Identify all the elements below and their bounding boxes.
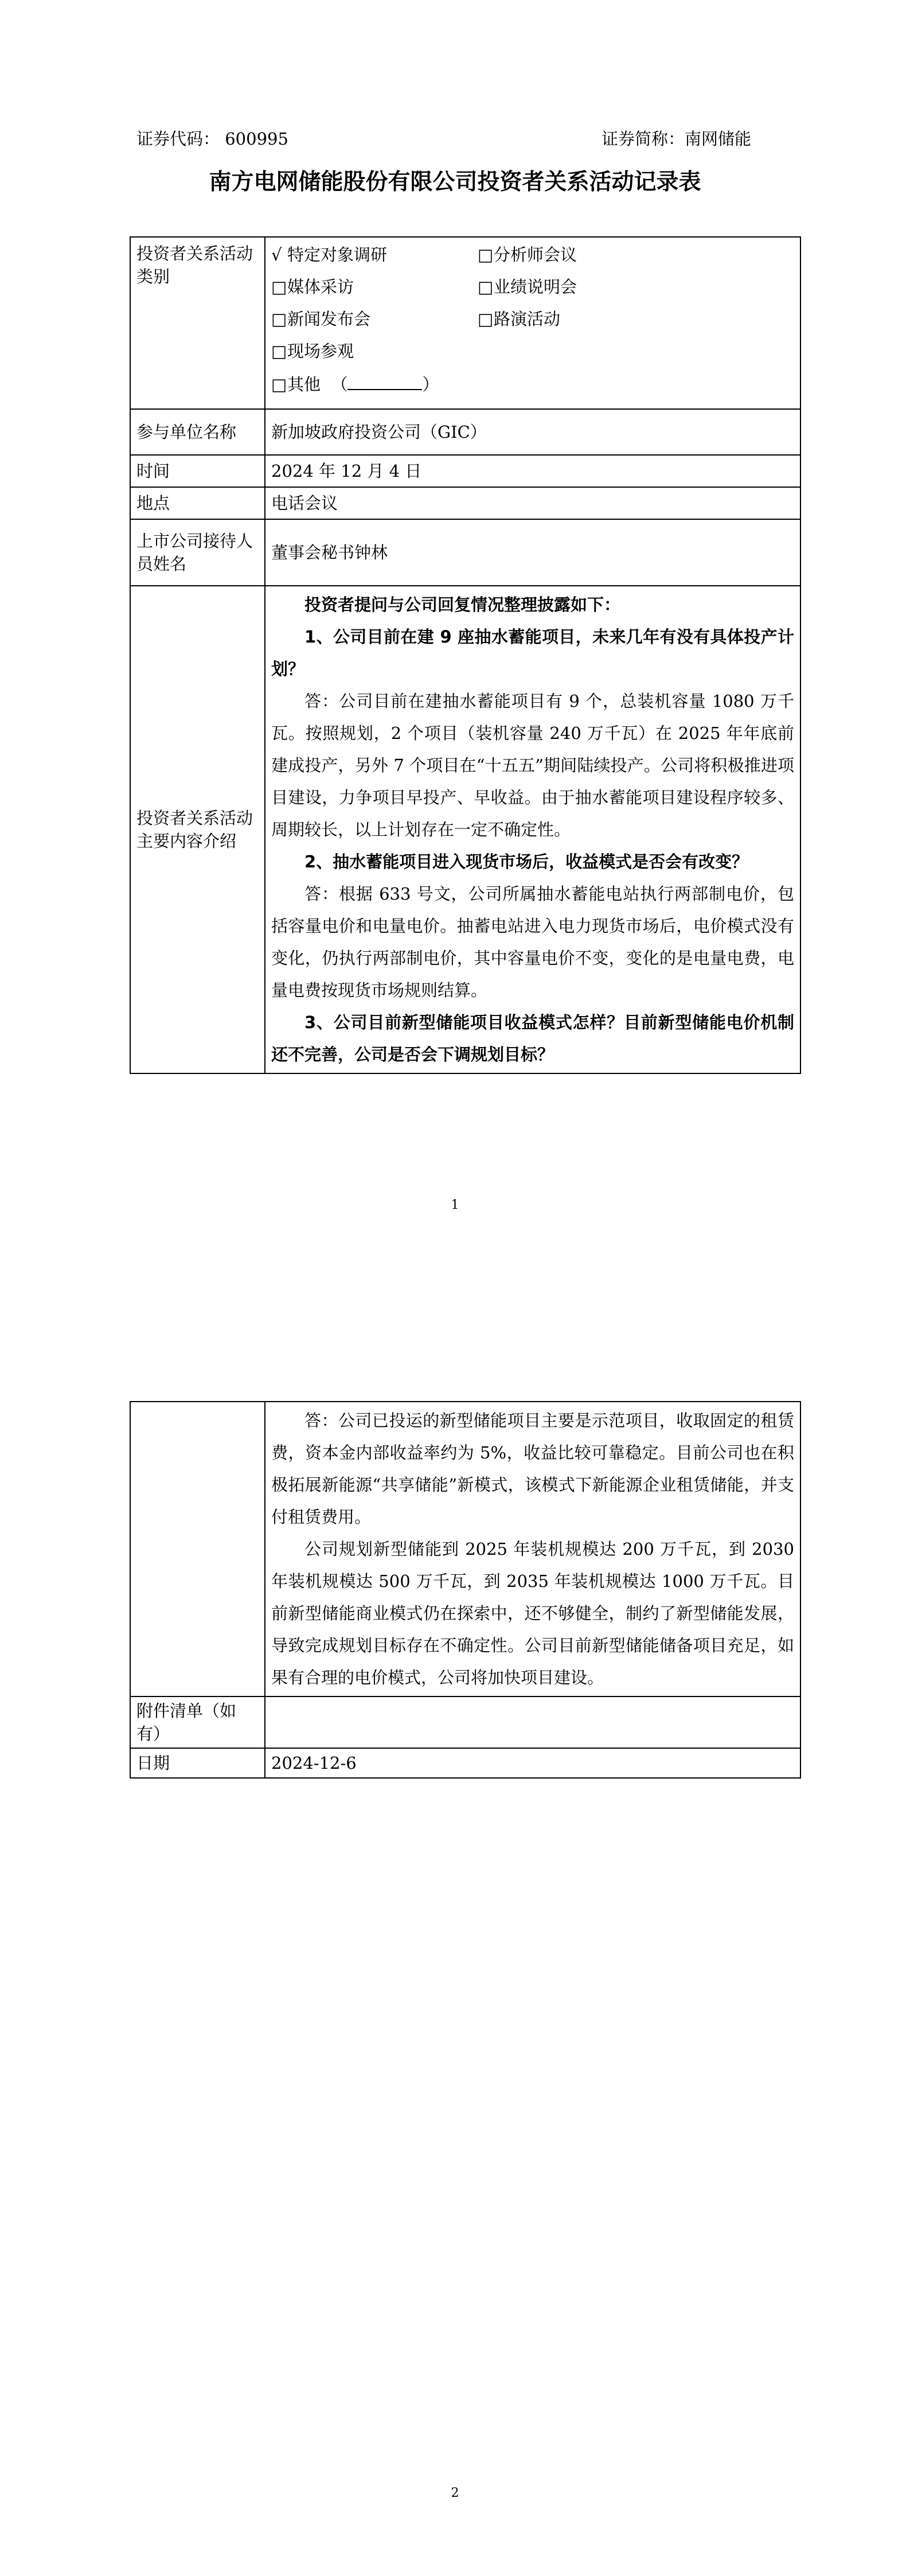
attachments-label: 附件清单（如有）: [130, 1696, 265, 1748]
participants-value: 新加坡政府投资公司（GIC）: [265, 409, 800, 455]
question-1: 1、公司目前在建 9 座抽水蓄能项目，未来几年有没有具体投产计划？: [271, 627, 794, 679]
receptionist-row: [130, 519, 800, 586]
main-content-body: [265, 586, 800, 1073]
record-table-part-1: [130, 236, 801, 1074]
attachments-row: [130, 1696, 800, 1748]
time-value: 2024 年 12 月 4 日: [265, 455, 800, 487]
time-label: 时间: [130, 455, 265, 487]
answer-3-part-1: 答：公司已投运的新型储能项目主要是示范项目，收取固定的租赁费，资本金内部收益率约为 5%，收益比较可靠稳定。目前公司也在积极拓展新能源“共享储能”新模式，该模式下新能源企业租赁储能，并支付租赁费用。: [271, 1411, 794, 1527]
stock-short-name: 证券简称：南网储能: [601, 129, 751, 149]
main-content-row: [130, 586, 800, 1073]
option-earnings-call[interactable]: □业绩说明会: [478, 275, 764, 298]
date-label: 日期: [130, 1748, 265, 1778]
checkbox-icon: □: [271, 309, 287, 329]
participants-row: [130, 409, 800, 455]
page-2: [0, 1288, 910, 2576]
answer-2: 答：根据 633 号文，公司所属抽水蓄能电站执行两部制电价，包括容量电价和电量电价。抽蓄电站进入电力现货市场后，电价模式没有变化，仍执行两部制电价，其中容量电价不变，变化的是电量电费，电量电费按现货市场规则结算。: [271, 884, 794, 1000]
option-roadshow[interactable]: □路演活动: [478, 308, 764, 330]
activity-type-options: [265, 237, 800, 409]
other-blank-field[interactable]: [347, 372, 422, 390]
main-content-label: 投资者关系活动主要内容介绍: [130, 586, 265, 1073]
document-header: [136, 127, 751, 150]
checkbox-icon: □: [271, 375, 287, 394]
receptionist-label: 上市公司接待人员姓名: [130, 519, 265, 586]
attachments-value: [265, 1696, 800, 1748]
main-content-body-continued: [265, 1402, 800, 1696]
option-site-visit[interactable]: □现场参观: [271, 340, 764, 363]
option-other[interactable]: □其他 （ ）: [271, 372, 764, 396]
time-row: [130, 455, 800, 487]
main-content-label-continued: [130, 1402, 265, 1696]
answer-1: 答：公司目前在建抽水蓄能项目有 9 个，总装机容量 1080 万千瓦。按照规划，2 个项目（装机容量 240 万千瓦）在 2025 年年底前建成投产，另外 7 个项目在“十五五”期间陆续投产。公司将积极推进项目建设，力争项目早投产、早收益。由于抽水蓄能项目建设程序较多、周期较长，以上计划存在一定不确定性。: [271, 691, 794, 839]
record-table-part-2: [130, 1401, 801, 1779]
page-number: 1: [451, 1198, 459, 1212]
location-row: [130, 487, 800, 519]
checkbox-icon: □: [271, 341, 287, 361]
qa-intro: 投资者提问与公司回复情况整理披露如下：: [304, 595, 621, 614]
checkbox-icon: □: [478, 309, 494, 329]
answer-3-part-2: 公司规划新型储能到 2025 年装机规模达 200 万千瓦，到 2030 年装机规模达 500 万千瓦，到 2035 年装机规模达 1000 万千瓦。目前新型储能商业模式仍在探索中，还不够健全，制约了新型储能发展，导致完成规划目标存在不确定性。公司目前新型储能储备项目充足，如果有合理的电价模式，公司将加快项目建设。: [271, 1539, 794, 1687]
date-row: [130, 1748, 800, 1778]
stock-code: 证券代码： 600995: [136, 129, 288, 149]
checkbox-icon: □: [478, 245, 494, 264]
receptionist-value: 董事会秘书钟林: [265, 519, 800, 586]
date-value: 2024-12-6: [265, 1748, 800, 1778]
checkmark-icon: √: [271, 245, 282, 264]
participants-label: 参与单位名称: [130, 409, 265, 455]
activity-type-row: [130, 237, 800, 409]
document-title: 南方电网储能股份有限公司投资者关系活动记录表: [209, 169, 701, 195]
option-specific-research[interactable]: √ 特定对象调研: [271, 243, 478, 266]
location-value: 电话会议: [265, 487, 800, 519]
question-2: 2、抽水蓄能项目进入现货市场后，收益模式是否会有改变？: [304, 852, 749, 871]
location-label: 地点: [130, 487, 265, 519]
option-press-conference[interactable]: □新闻发布会: [271, 308, 478, 330]
page-number: 2: [451, 2486, 459, 2500]
main-content-continued-row: [130, 1402, 800, 1696]
option-analyst-meeting[interactable]: □分析师会议: [478, 243, 764, 266]
checkbox-icon: □: [478, 277, 494, 297]
question-3: 3、公司目前新型储能项目收益模式怎样？目前新型储能电价机制还不完善，公司是否会下调规划目标？: [271, 1013, 794, 1064]
activity-type-label: 投资者关系活动类别: [130, 237, 265, 409]
option-media-interview[interactable]: □媒体采访: [271, 275, 478, 298]
checkbox-icon: □: [271, 277, 287, 297]
